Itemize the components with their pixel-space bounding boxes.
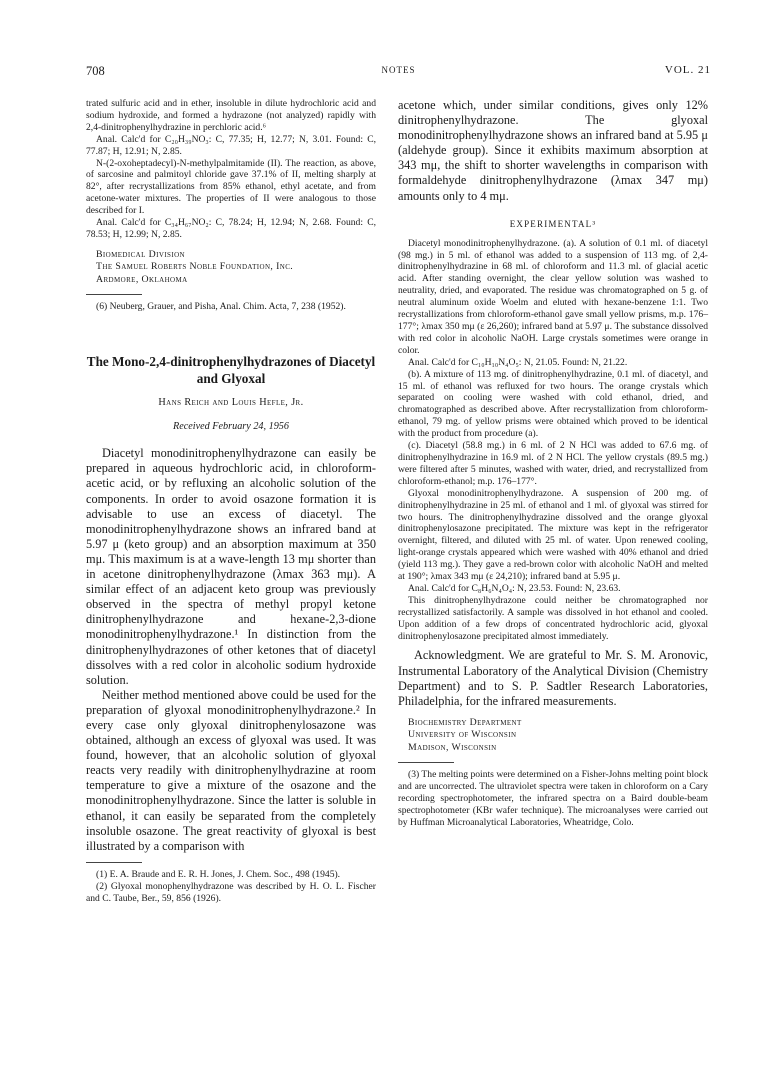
affiliation-line: Madison, Wisconsin xyxy=(408,741,497,753)
experimental-glyoxal-note: This dinitrophenylhydrazone could neither be chromatographed nor recrystallized satisfactorily. A sample was dissolved in hot ethanol and cooled. Upon addition of a few drops of concentrated hydrochloric acid, glyoxal dinitrophenylosazone precipitated almost immediately. xyxy=(398,594,708,642)
affiliation-line: University of Wisconsin xyxy=(408,729,517,741)
volume-label: VOL. 21 xyxy=(664,64,711,76)
footnote-rule xyxy=(86,862,142,863)
received-date: Received February 24, 1956 xyxy=(173,421,289,433)
affiliation-block-1 xyxy=(86,249,376,287)
experimental-diacetyl-b: (b). A mixture of 113 mg. of dinitrophenylhydrazine, 0.1 ml. of diacetyl, and 15 ml. of ethanol was refluxed for two hours. The orange crystals which separated on cooling were washed with cold ethanol, dried, and chromatographed as described above. After recrystallization from chloroform-ethanol, 79 mg. of yellow prisms were obtained which proved to be identical with the product from procedure (a). xyxy=(398,368,708,440)
page-number: 708 xyxy=(86,64,105,78)
continued-paragraph: acetone which, under similar conditions, gives only 12% dinitrophenylhydrazone. The glyoxal monodinitrophenylhydrazone shows an infrared band at 5.95 μ (aldehyde group). Since it exhibits maximum absorption at 343 mμ, the shift to shorter wavelengths in comparison with formaldehyde dinitrophenylhydrazone (λmax 347 mμ) amounts only to 4 mμ. xyxy=(398,98,708,203)
affiliation-block-2 xyxy=(398,717,708,755)
footnote-3: (3) The melting points were determined on a Fisher-Johns melting point block and are uncorrected. The ultraviolet spectra were taken in chloroform on a Cary recording spectrophotometer, the infrared spectra on a Baird double-beam spectrophotometer (KBr wafer technique). The microanalyses were carried out by Huffman Microanalytical Laboratories, Wheatridge, Colo. xyxy=(398,769,708,828)
experimental-diacetyl-a: Diacetyl monodinitrophenylhydrazone. (a). A solution of 0.1 ml. of diacetyl (98 mg.) in 5 ml. of ethanol was added to a suspension of 113 mg. of 2,4-dinitrophenylhydrazine in 68 ml. of chloroform and 11.3 ml. of glacial acetic acid. After standing overnight, the clear yellow solution was washed to neutrality, dried, and evaporated. The residue was chromatographed on 5 g. of neutral aluminum oxide Woelm and eluted with hexane-benzene 1:1. Two recrystallizations from chloroform-ethanol gave small yellow prisms, m.p. 176–177°; λmax 350 mμ (ε 26,260); infrared band at 5.97 μ. The substance dissolved with red color in alcoholic NaOH. Large crystals sometimes were orange in color. xyxy=(398,237,708,356)
article-title: The Mono-2,4-dinitrophenylhydrazones of Diacetyl and Glyoxal xyxy=(86,354,376,387)
body-paragraph-2: Neither method mentioned above could be used for the preparation of glyoxal monodinitrophenylhydrazone.² In every case only glyoxal dinitrophenylosazone was obtained, although an excess of glyoxal was used. It was found, however, that an alcoholic solution of glyoxal reacts very readily with dinitrophenylhydrazine at room temperature to give a mixture of the osazone and the monodinitrophenylhydrazone. Since the latter is soluble in ethanol, it can easily be separated from the completely insoluble osazone. The great reactivity of glyoxal is best illustrated by a comparison with xyxy=(86,687,376,853)
running-head: NOTES xyxy=(381,65,416,75)
footnote-2: (2) Glyoxal monophenylhydrazone was described by H. O. L. Fischer and C. Taube, Ber., 59, 856 (1926). xyxy=(86,880,376,904)
experimental-glyoxal: Glyoxal monodinitrophenylhydrazone. A suspension of 200 mg. of dinitrophenylhydrazine in 25 ml. of ethanol and 1 ml. of glyoxal was stirred for two hours. The dinitrophenylhydrazine dissolved and the orange glyoxal dinitrophenylosazone precipitated. The mixture was kept in the refrigerator overnight, filtered, and diluted with 25 ml. of water. Upon renewed cooling, light-orange crystals appeared which were washed with 40% ethanol and dried (yield 113 mg.). They gave a red-brown color with alcoholic NaOH and melted at 190°; λmax 343 mμ (ε 24,210); infrared band at 5.95 μ. xyxy=(398,487,708,583)
body-paragraph-1: Diacetyl monodinitrophenylhydrazone can easily be prepared in aqueous hydrochloric acid, in chloroform-acetic acid, or by refluxing an alcoholic solution of the components. In order to avoid osazone formation it is advisable to use an excess of diacetyl. The monodinitrophenylhydrazone shows an infrared band at 5.97 μ (keto group) and an absorption maximum at 350 mμ. This maximum is at a wave-length 13 mμ shorter than in acetone dinitrophenylhydrazone (λmax 363 mμ). A similar effect of an adjacent keto group was previously observed in the spectra of methyl propyl ketone dinitrophenylhydrazone and hexane-2,3-dione monodinitrophenylhydrazone.¹ In distinction from the dinitrophenylhydrazones of other ketones that of diacetyl dissolves with a red color in alcoholic sodium hydroxide solution. xyxy=(86,446,376,687)
compound-ii-paragraph: N-(2-oxoheptadecyl)-N-methylpalmitamide (II). The reaction, as above, of sarcosine and palmitoyl chloride gave 37.1% of II, melting sharply at 82°, after recrystallizations from 85% ethanol, ethyl acetate, and from acetone-water mixtures. The properties of II were analogous to those described for I. xyxy=(86,157,376,217)
analysis-1: Anal. Calc'd for C₂₀H₃₉NO₃: C, 77.35; H, 12.77; N, 3.01. Found: C, 77.87; H, 12.91; N, 2.85. xyxy=(86,133,376,157)
affiliation-line: Biochemistry Department xyxy=(408,716,522,728)
affiliation-line: The Samuel Roberts Noble Foundation, Inc. xyxy=(96,261,294,273)
footnote-rule xyxy=(398,762,454,763)
footnote-1: (1) E. A. Braude and E. R. H. Jones, J. Chem. Soc., 498 (1945). xyxy=(96,868,341,880)
article-authors: Hans Reich and Louis Hefle, Jr. xyxy=(158,397,304,409)
analysis-4: Anal. Calc'd for C₈H₆N₄O₄: N, 23.53. Found: N, 23.63. xyxy=(408,582,621,594)
footnote-6: (6) Neuberg, Grauer, and Pisha, Anal. Chim. Acta, 7, 238 (1952). xyxy=(96,301,346,313)
analysis-2: Anal. Calc'd for C₃₄H₆₇NO₂: C, 78.24; H, 12.94; N, 2.68. Found: C, 78.53; H, 12.99; N, 2.85. xyxy=(86,217,376,240)
footnote-rule xyxy=(86,294,142,295)
analysis-3: Anal. Calc'd for C₁₀H₁₀N₄O₅: N, 21.05. Found: N, 21.22. xyxy=(408,356,628,368)
right-column xyxy=(398,98,708,829)
affiliation-line: Biomedical Division xyxy=(96,248,185,260)
experimental-heading: EXPERIMENTAL³ xyxy=(509,218,597,229)
acknowledgment: Acknowledgment. We are grateful to Mr. S. M. Aronovic, Instrumental Laboratory of the Analytical Division (Chemistry Department) and to S. P. Sadtler Research Laboratories, Philadelphia, for the infrared measurements. xyxy=(398,648,708,708)
experimental-diacetyl-c: (c). Diacetyl (58.8 mg.) in 6 ml. of 2 N HCl was added to 67.6 mg. of dinitrophenylhydrazine in 16.9 ml. of 2 N HCl. The yellow crystals (89.5 mg.) were filtered after 5 minutes, washed with water, dried, and recrystallized from chloroform-ethanol; m.p. 176–177°. xyxy=(398,440,708,487)
page-header xyxy=(86,64,711,84)
continued-paragraph: trated sulfuric acid and in ether, insoluble in dilute hydrochloric acid and sodium hydroxide, and formed a hydrazone (not analyzed) rapidly with 2,4-dinitrophenylhydrazine in perchloric acid.⁶ xyxy=(86,98,376,133)
left-column xyxy=(86,98,376,905)
affiliation-line: Ardmore, Oklahoma xyxy=(96,273,188,285)
